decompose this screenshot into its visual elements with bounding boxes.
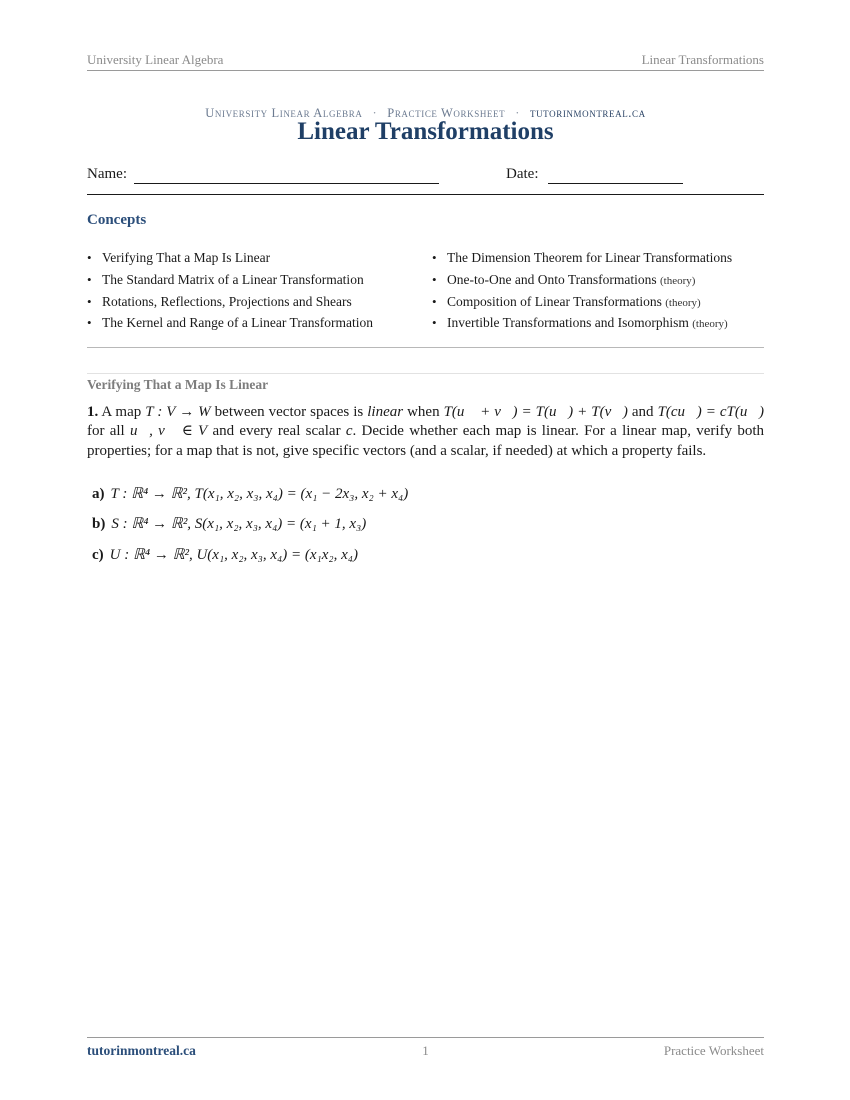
problem-text: and xyxy=(627,404,658,420)
part-math: U : ℝ⁴ → ℝ², U(x₁, x₂, x₃, x₄) = (x₁x₂, x₄) xyxy=(109,547,358,563)
problem-part-b xyxy=(92,514,366,533)
problem-text: when xyxy=(403,404,444,420)
page-title: Linear Transformations xyxy=(297,118,554,145)
problem-text: A map xyxy=(101,404,146,420)
concepts-divider xyxy=(87,347,764,348)
problem-math: u⃗, v⃗ ∈ V xyxy=(129,423,208,440)
concept-label: The Kernel and Range of a Linear Transformation xyxy=(102,315,374,331)
concept-note: (theory) xyxy=(659,274,696,287)
worksheet-page xyxy=(87,0,764,1100)
problem-math: T(cu⃗) = cT(u⃗) xyxy=(657,404,764,420)
name-label: Name: xyxy=(87,166,127,182)
page-footer xyxy=(87,1043,764,1059)
concept-label: Rotations, Reflections, Projections and Shears xyxy=(102,293,352,309)
kicker-site: tutorinmontreal.ca xyxy=(529,106,646,120)
concepts-list-left xyxy=(87,249,373,336)
footer-divider xyxy=(87,1037,764,1038)
problem-text: between vector spaces is xyxy=(210,404,368,420)
problem-emphasis: linear xyxy=(367,404,404,420)
problem-math: T(u⃗ + v⃗) = T(u⃗) + T(v⃗) xyxy=(443,404,628,420)
header-divider xyxy=(87,194,764,195)
concept-label: One-to-One and Onto Transformations xyxy=(447,271,657,287)
part-math: S : ℝ⁴ → ℝ², S(x₁, x₂, x₃, x₄) = (x₁ + 1, x₃) xyxy=(111,516,367,532)
running-header xyxy=(87,50,764,71)
date-field[interactable] xyxy=(548,183,683,184)
problem-number: 1. xyxy=(87,404,99,420)
concept-item xyxy=(87,314,373,336)
date-label: Date: xyxy=(506,166,539,182)
running-header-right: Linear Transformations xyxy=(641,52,764,67)
problem-text: and every real scalar xyxy=(207,423,346,440)
problem-text: for all xyxy=(87,423,130,440)
part-math: T : ℝ⁴ → ℝ², T(x₁, x₂, x₃, x₄) = (x₁ − 2x₃, x₂ + x₄) xyxy=(110,486,409,502)
concept-label: The Dimension Theorem for Linear Transformations xyxy=(447,250,733,265)
concepts-heading: Concepts xyxy=(87,212,147,228)
concept-label: Invertible Transformations and Isomorphism xyxy=(447,315,689,331)
concept-item xyxy=(432,293,732,315)
concept-item xyxy=(432,271,732,293)
section-heading: Verifying That a Map Is Linear xyxy=(87,377,269,392)
concept-label: Verifying That a Map Is Linear xyxy=(102,250,271,265)
concept-label: The Standard Matrix of a Linear Transformation xyxy=(102,271,364,287)
part-label: a) xyxy=(92,486,105,502)
concept-note: (theory) xyxy=(665,296,701,309)
concept-note: (theory) xyxy=(692,318,728,331)
footer-site[interactable]: tutorinmontreal.ca xyxy=(87,1043,196,1058)
concept-item xyxy=(87,293,373,315)
problem-math: T : V → W xyxy=(145,404,211,420)
concept-item xyxy=(87,271,373,293)
name-field[interactable] xyxy=(134,183,439,184)
part-label: c) xyxy=(92,547,104,563)
concept-item xyxy=(432,249,732,271)
concept-item xyxy=(87,249,373,271)
kicker-type: Practice Worksheet xyxy=(387,106,506,120)
problem-math: c xyxy=(345,423,353,440)
concepts-list-right xyxy=(432,249,732,336)
kicker-course: University Linear Algebra xyxy=(205,106,363,120)
problem-statement xyxy=(87,403,764,461)
kicker-separator: · xyxy=(372,106,378,120)
concept-label: Composition of Linear Transformations xyxy=(447,293,662,309)
page-number: 1 xyxy=(422,1043,429,1058)
running-header-left: University Linear Algebra xyxy=(87,52,224,67)
concept-item xyxy=(432,314,732,336)
problem-part-c xyxy=(92,545,358,564)
problem-part-a xyxy=(92,484,408,503)
section-divider xyxy=(87,373,764,374)
problem-text: . Decide whether each map is linear. For a linear map, verify both properties; for a map that is not, give specific vectors (and a scalar, if needed) at which a property fails. xyxy=(87,423,764,459)
kicker-separator: · xyxy=(515,106,520,120)
name-date-row xyxy=(87,166,764,186)
part-label: b) xyxy=(92,516,106,532)
footer-doc-type: Practice Worksheet xyxy=(663,1043,764,1058)
